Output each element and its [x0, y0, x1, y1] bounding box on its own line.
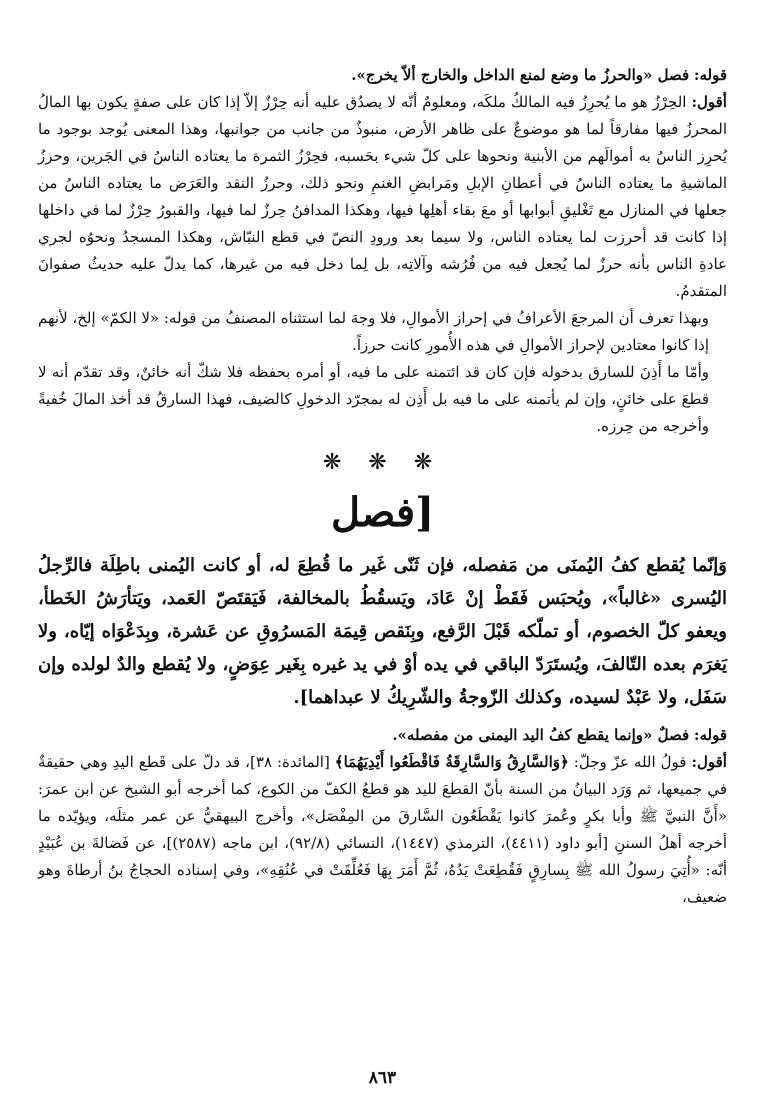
section-ornament: ❋ ❋ ❋	[322, 450, 443, 475]
answer-text: الحِرْزُ هو ما يُحرِزُ فيه المالكُ ملكَه، ومعلومٌ أنّه لا يصدُق عليه أنه حِرْزٌ إلاّ إذا كان على صفةٍ يكون بها المالُ المحرزُ فيها مفارقاً لما هو موضوعٌ على ظاهر الأرض، منبوذٌ من جانب من جوانبها، وهذا المعنى يُوجد بوجود ما يُحرِز الناسُ به أموالَهم من الأبنية ونحوها على كلّ شيء بحَسبه، فحِرْزُ الثمرة ما يعتاده الناسُ في الجَرين، وحرزُ الماشيةِ ما يعتاده الناسُ في أعطانِ الإبلِ ومَرابضِ الغنمِ ونحو ذلك، وحرزُ النقد والعَرَض ما يعتاده الناسُ من جعلها في المنازل مع تَغْليقِ أبوابها أو معَ بقاء أهلِها فيها، وهكذا المدافنُ حِرزٌ لما فيها، والقبورُ حِرْزٌ لما في داخلها إذا كانت قد أحرزت لما يعتاده الناس، ولا سيما بعد ورودِ النصّ في قطع النبّاش، وهكذا المسجدُ ونحوُه لجري عادةِ الناس بأنه حرزٌ لما يُجعل فيه من فُرُشه وآلاتِه، بل لِما دخل فيه من غيرها، كما يدلّ عليه حديثُ صفوانَ المتقدمُ.	[38, 93, 727, 300]
commentary-section-2	[38, 722, 727, 911]
fasl-heading: [فصل	[330, 489, 435, 536]
quran-reference: [المائدة: ٣٨]	[250, 753, 330, 771]
question-label-2: قوله:	[693, 726, 727, 744]
question-paragraph-2	[38, 722, 727, 749]
commentary-section-1	[38, 62, 727, 440]
question-label: قوله:	[693, 66, 727, 84]
matn-text: وَإنّما يُقطع كفُ اليُمنَى من مَفصله، فإن ثَنّى غَير ما قُطِعَ له، أو كانت اليُمنى باطِلَة فالرِّجلُ اليُسرى «غالباً»، ويُحبَس فَقَطْ إنْ عَادَ، ويَسقُطُ بالمخالفة، فَيَقتَصّ العَمد، ويَتأرَشُ الخَطأ، ويعفو كلّ الخصوم، أو تملّكه قَبْلَ الرَّفع، وبِنَقص قِيمَة المَسرُوقِ عن عَشرة، وبِدَعْوَاه إيّاه، ولا يَغرَم بعده التّالفَ، ويُستَرَدّ الباقي في يده أوْ في يد غيره بِغَير عِوَضٍ، ولا يُقطع والدٌ لولده وإن سَفَل، ولا عَبْدٌ لسيده، وكذلك الزّوجةُ والشّرِيكُ لا عبداهما].	[38, 555, 727, 708]
paragraph-thief-permission: وأمّا ما أَذِنَ للسارق بدخوله فإن كان قد ائتمنه على ما فيه، أو أمره بحفظه فلا شكّ أنه خائنٌ، وقد تقدّم أنه لا قطعَ على خائنٍ، وإن لم يأتمنه على ما فيه بل أَذِن له بمجرّد الدخولِ كالضيف، فهذا السارقُ قد أخذ المالَ خُفيةً وأخرجه من حِرزه.	[38, 363, 709, 435]
answer-paragraph	[38, 89, 727, 305]
answer-text-2b: ، قد دلّ على قَطع اليدِ وهي حقيقةٌ في جميعها، ثم وَرَد البيانُ من السنة بأنّ القطعَ لليد هو قطعُ الكفّ من الكوع، كما أخرجه أبو الشيخ عن ابن عمرَ: «أَنَّ النبيَّ ﷺ وأبا بكرٍ وعُمرَ كانوا يَقْطَعُون السَّارقَ من المِفْصَل»، وأخرج البيهقيُّ عن عمر مثلَه، ويؤيّده ما أخرجه أهلُ السننِ [أبو داود (٤٤١١)، الترمذي (١٤٤٧)، النسائي (٩٢/٨)، ابن ماجه (٢٥٨٧)]، عن فَضالةَ بن عُبَيْدٍ أنّه: «أُتِيَ رسولُ الله ﷺ بِسارِقٍ فَقُطِعَتْ يَدُهُ، ثُمَّ أَمَرَ بِهَا فَعُلِّقَتْ في عُنُقِهِ»، وفي إسناده الحجاجُ بنُ أرطاةَ وهو ضعيف،	[38, 753, 727, 906]
question-text-2: فصلٌ «وإنما يقطع كفُ اليد اليمنى من مفصله».	[392, 726, 690, 744]
question-paragraph	[38, 62, 727, 89]
answer-text-2a: قولُ الله عزّ وجلّ:	[573, 753, 687, 771]
question-text: فصل «والحرزُ ما وضع لمنع الداخل والخارج ألاّ يخرج».	[351, 66, 690, 84]
answer-paragraph-2	[38, 749, 727, 911]
answer-label-2: أقول:	[691, 753, 727, 771]
quran-verse: ﴿وَالسَّارِقُ وَالسَّارِقَةُ فَاقْطَعُوا أَيْدِيَهُمَا﴾	[334, 753, 569, 771]
answer-label: أقول:	[691, 93, 727, 111]
page-number: ٨٦٣	[368, 1068, 397, 1088]
paragraph-customs: وبهذا تعرف أن المرجعَ الأعرافُ في إحراز الأموالِ، فلا وجهَ لما استثناه المصنفُ من قوله: «لا الكمّ» إلخ، لأنهم إذا كانوا معتادين لإحراز الأموالِ في هذه الأُمورِ كانت حرزاً.	[38, 309, 709, 354]
